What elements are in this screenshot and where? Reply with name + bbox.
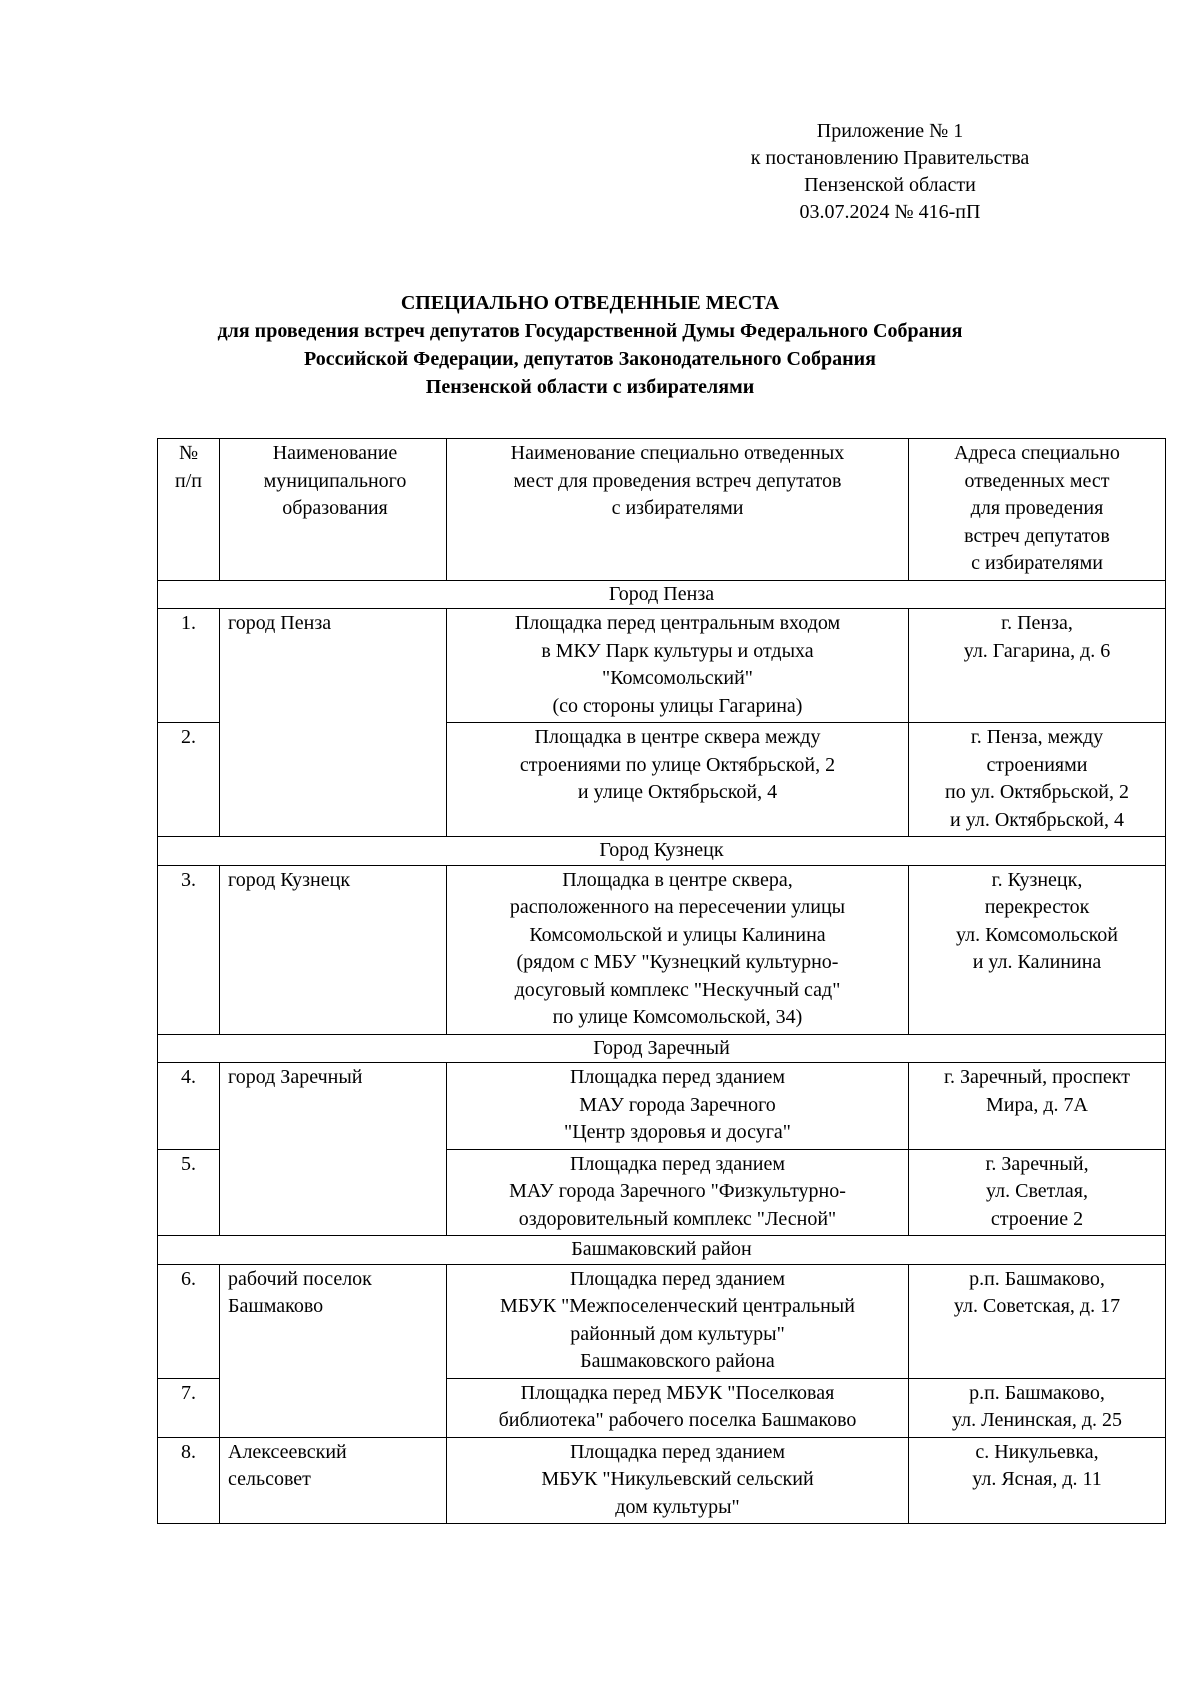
- title-line-4: Пензенской области с избирателями: [425, 376, 755, 398]
- section-row: [158, 1034, 1166, 1063]
- municipality-name: город Заречный: [220, 1063, 447, 1236]
- title-line-3: Российской Федерации, депутатов Законодательного Собрания: [304, 348, 876, 370]
- municipality-name: город Кузнецк: [220, 865, 447, 1034]
- section-title: Башмаковский район: [158, 1236, 1166, 1265]
- section-title: Город Кузнецк: [158, 837, 1166, 866]
- place-address: с. Никульевка, ул. Ясная, д. 11: [909, 1437, 1166, 1524]
- table-row: [158, 609, 1166, 723]
- row-number: 7.: [158, 1378, 220, 1437]
- place-address: г. Кузнецк, перекресток ул. Комсомольской и ул. Калинина: [909, 865, 1166, 1034]
- places-table-body: [158, 439, 1166, 1524]
- municipality-name: Алексеевский сельсовет: [220, 1437, 447, 1524]
- header-municipality: Наименование муниципального образования: [220, 439, 447, 581]
- place-name: Площадка перед зданием МАУ города Заречного "Физкультурно- оздоровительный комплекс "Лесной": [447, 1149, 909, 1236]
- header-address: Адреса специально отведенных мест для проведения встреч депутатов с избирателями: [909, 439, 1166, 581]
- table-row: [158, 1264, 1166, 1378]
- title-line-2: для проведения встреч депутатов Государственной Думы Федерального Собрания: [217, 320, 963, 342]
- appendix-region: Пензенской области: [804, 174, 976, 196]
- appendix-reference: к постановлению Правительства: [750, 147, 1030, 169]
- place-name: Площадка перед зданием МАУ города Заречного "Центр здоровья и досуга": [447, 1063, 909, 1150]
- place-name: Площадка перед зданием МБУК "Межпоселенческий центральный районный дом культуры" Башмаковского района: [447, 1264, 909, 1378]
- table-row: [158, 1437, 1166, 1524]
- appendix-number: Приложение № 1: [816, 120, 964, 142]
- appendix-date-number: 03.07.2024 № 416-пП: [799, 201, 981, 223]
- row-number: 8.: [158, 1437, 220, 1524]
- table-header-row: [158, 439, 1166, 581]
- row-number: 4.: [158, 1063, 220, 1150]
- place-name: Площадка перед МБУК "Поселковая библиотека" рабочего поселка Башмаково: [447, 1378, 909, 1437]
- place-name: Площадка перед зданием МБУК "Никульевский сельский дом культуры": [447, 1437, 909, 1524]
- row-number: 1.: [158, 609, 220, 723]
- section-row: [158, 580, 1166, 609]
- place-address: р.п. Башмаково, ул. Ленинская, д. 25: [909, 1378, 1166, 1437]
- document-title: [150, 289, 1030, 401]
- row-number: 6.: [158, 1264, 220, 1378]
- table-row: [158, 1063, 1166, 1150]
- section-row: [158, 1236, 1166, 1265]
- row-number: 5.: [158, 1149, 220, 1236]
- section-title: Город Пенза: [158, 580, 1166, 609]
- place-name: Площадка в центре сквера, расположенного на пересечении улицы Комсомольской и улицы Калинина (рядом с МБУ "Кузнецкий культурно- досуговый комплекс "Нескучный сад" по улице Комсомольской, 34): [447, 865, 909, 1034]
- place-address: г. Пенза, ул. Гагарина, д. 6: [909, 609, 1166, 723]
- place-address: г. Заречный, проспект Мира, д. 7А: [909, 1063, 1166, 1150]
- title-line-1: СПЕЦИАЛЬНО ОТВЕДЕННЫЕ МЕСТА: [400, 292, 780, 314]
- place-name: Площадка в центре сквера между строениями по улице Октябрьской, 2 и улице Октябрьской, 4: [447, 723, 909, 837]
- place-name: Площадка перед центральным входом в МКУ Парк культуры и отдыха "Комсомольский" (со стороны улицы Гагарина): [447, 609, 909, 723]
- table-row: [158, 865, 1166, 1034]
- header-num: № п/п: [158, 439, 220, 581]
- row-number: 3.: [158, 865, 220, 1034]
- place-address: г. Пенза, между строениями по ул. Октябрьской, 2 и ул. Октябрьской, 4: [909, 723, 1166, 837]
- places-table: [157, 438, 1166, 1524]
- appendix-block: [740, 118, 1040, 226]
- place-address: р.п. Башмаково, ул. Советская, д. 17: [909, 1264, 1166, 1378]
- row-number: 2.: [158, 723, 220, 837]
- place-address: г. Заречный, ул. Светлая, строение 2: [909, 1149, 1166, 1236]
- header-place: Наименование специально отведенных мест для проведения встреч депутатов с избирателями: [447, 439, 909, 581]
- municipality-name: рабочий поселок Башмаково: [220, 1264, 447, 1437]
- section-title: Город Заречный: [158, 1034, 1166, 1063]
- section-row: [158, 837, 1166, 866]
- municipality-name: город Пенза: [220, 609, 447, 837]
